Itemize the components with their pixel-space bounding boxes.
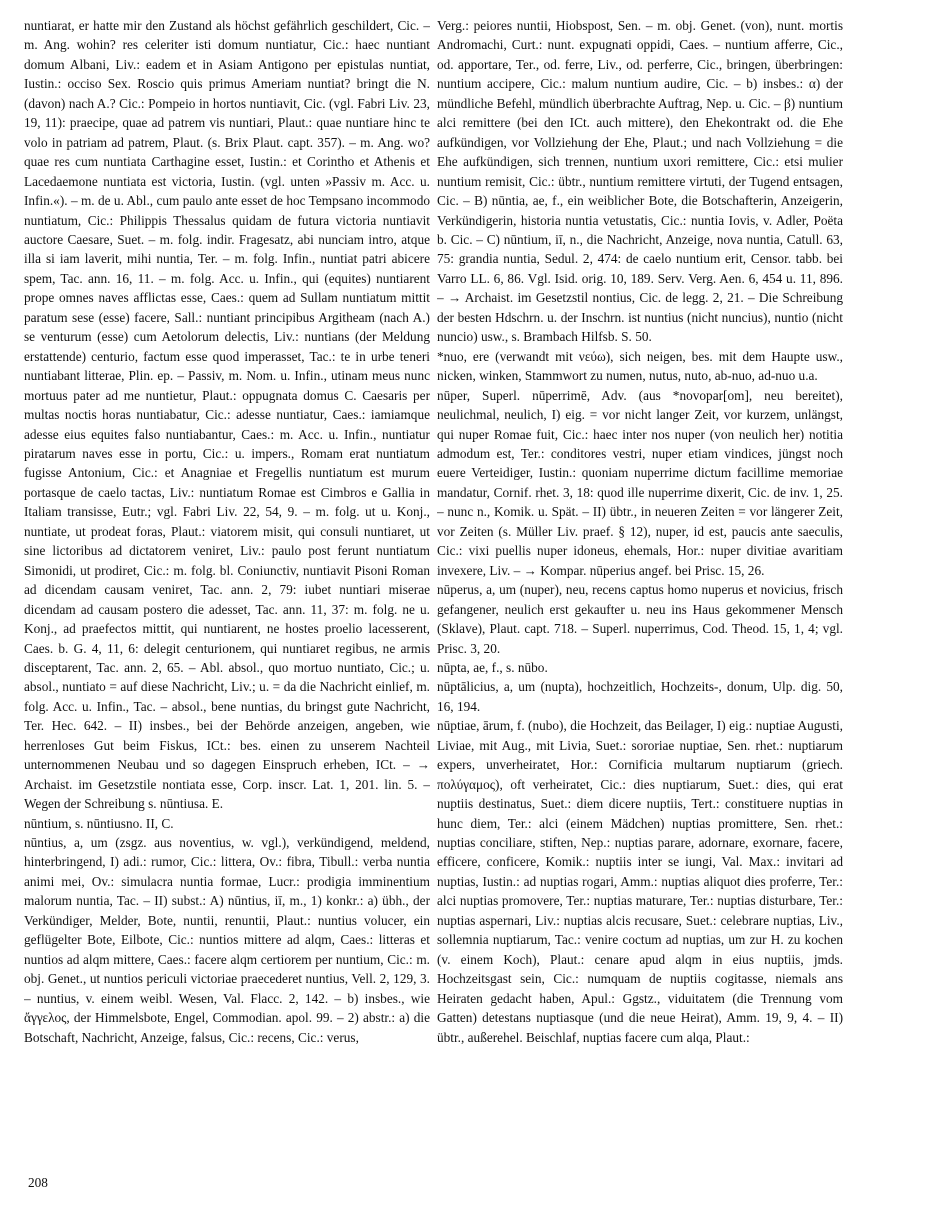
entry-nupta: nūpta, ae, f., s. nūbo. (437, 659, 548, 675)
page-number: 208 (28, 1175, 48, 1190)
left-column (24, 16, 430, 1168)
entry-nuo: *nuo, ere (verwandt mit νεύω), sich neigen, bes. mit dem Haupte usw., nicken, winken, Stammwort zu numen, nutus, nuto, ab-nuo, ad-nuo u.a. (437, 348, 843, 384)
entry-nuper: nūper, Superl. nūperrimē, Adv. (aus *novopar[om], neu bereitet), neulichmal, neulich, I) eig. = vor nicht langer Zeit, vor kurzem, unlängst, qui nuper Romae fuit, Cic.: haec inter nos nuper (von neulich her) notitia admodum est, Ter.: conditores vestri, nuper etiam vindices, jüngst noch euere Verteidiger, Iustin.: quoniam nuperrime dictum facillime memoriae mandatur, Cornif. rhet. 3, 18: quod ille nuperrime dixerit, Cic. de inv. 1, 25. – nunc n., Komik. u. Spät. – II) übtr., in neueren Zeiten = vor längerer Zeit, vor Zeiten (s. Müller Liv. praef. § 12), nuper, id est, paucis ante saeculis, Cic.: vixi puellis nuper idoneus, ehemals, Hor.: nuper divitiae avaritiam invexere, Liv. – → Kompar. nūperius angef. bei Prisc. 15, 26. (437, 387, 843, 578)
right-column (437, 16, 843, 1168)
entry-nuperus: nūperus, a, um (nuper), neu, recens captus homo nuperus et novicius, frisch gefangener, neulich erst gekaufter u. neu ins Haus gekommener Mensch (Sklave), Plaut. capt. 718. – Superl. nuperrimus, Cod. Theod. 15, 1, 4; vgl. Prisc. 3, 20. (437, 582, 843, 656)
entry-nuptiae: nūptiae, ārum, f. (nubo), die Hochzeit, das Beilager, I) eig.: nuptiae Augusti, Liviae, mit Aug., mit Livia, Suet.: sororiae nuptiae, Sen. rhet.: nuptiarum expers, unverheiratet, Hor.: Cornificia multarum nuptiarum (griech. πολύγαμος), oft verheiratet, Cic.: dies nuptiarum, Suet.: dies, qui erat nuptiis destinatus, Suet.: diem dicere nuptiis, Tert.: constituere nuptias in hunc diem, Ter.: alci (einem Mädchen) nuptias promittere, Sen. rhet.: nuptias conciliare, stiften, Nep.: nuptias parare, adornare, exornare, facere, efficere, conficere, Komik.: nuptiis inter se iungi, Val. Max.: invitari ad nuptias, Iustin.: ad nuptias rogari, Amm.: nuptias aliquot dies proferre, Ter.: alci nuptias promovere, Ter.: nuptias maturare, Ter.: nuptias disturbare, Ter.: nuptias aspernari, Liv.: nuptias alcis recusare, Suet.: celebrare nuptias, Liv., sollemnia nuptiarum, Tac.: venire coctum ad nuptias, um zur H. zu kochen (v. einem Koch), Plaut.: cenare apud alqm in eius nuptiis, jmds. Hochzeitsgast sein, Cic.: numquam de nuptiis cogitasse, niemals ans Heiraten gedacht haben, Apul.: Ggstz., viduitatem (die Trennung vom Gatten) detestans nuptiasque (und die neue Heirat), Amm. 19, 9, 4. – II) übtr., außerehel. Beischlaf, nuptias facere cum alqa, Plaut.: (437, 718, 843, 1045)
entry-nuntius: nūntius, a, um (zsgz. aus noventius, w. vgl.), verkündigend, meldend, hinterbringend, I) adi.: rumor, Cic.: littera, Ov.: fibra, Tibull.: verba nuntia animi mei, Ov.: simulacra nuntia formae, Lucr.: prodigia imminentium malorum nuntia, Tac. – II) subst.: A) nūntius, iī, m., 1) konkr.: a) übh., der Verkündiger, Melder, Bote, nuntii, renuntii, Plaut.: nuntius volucer, ein geflügelter Bote, Eilbote, Cic.: nuntios mittere ad alqm, Caes.: litteras et nuntios ad alqm mittere, Caes.: facere alqm certiorem per nuntium, Cic.: m. obj. Genet., ut nuntios periculi victoriae praecederet nuntius, Vell. 2, 129, 3. – nuntius, v. einem weibl. Wesen, Val. Flacc. 2, 142. – b) insbes., wie ἄγγελος, der Himmelsbote, Engel, Commodian. apol. 99. – 2) abstr.: a) die Botschaft, Nachricht, Anzeige, falsus, Cic.: recens, Cic.: verus, (24, 835, 430, 1045)
entry-nuntio-continued: nuntiarat, er hatte mir den Zustand als höchst gefährlich geschildert, Cic. – m. Ang. wohin? res celeriter isti domum nuntiatur, Cic.: haec nuntiant domum Albani, Liv.: eadem et in Asiam Antigono per epistulas nuntiat, Iustin.: occiso Sex. Roscio quis primus Ameriam nuntiat? bringt die N. (davon) nach A.? Cic.: Pompeio in hortos nuntiavit, Cic. (vgl. Fabri Liv. 23, 19, 11): praecipe, quae ad patrem vis nuntiari, Plaut.: quae nuntiare hinc te volo in patriam ad patrem, Plaut. (s. Brix Plaut. capt. 357). – m. Ang. wo? quae res cum nuntiata Carthagine esset, Iustin.: et Corintho et Athenis et Lacedaemone nuntiata est victoria, Iustin. (vgl. unten »Passiv m. Acc. u. Infin.«). – m. de u. Abl., cum paulo ante esset de hoc Tempsano incommodo nuntiatum, Cic.: Philippis Thessalus quidam de futura victoria nuntiavit auctore Caesare, Suet. – m. folg. indir. Fragesatz, abi nunciam intro, atque illa si iam laverit, mihi nuntia, Ter. – m. folg. Infin., nuntiat patri abicere spem, Tac. ann. 16, 11. – m. folg. Acc. u. Infin., qui (equites) nuntiarent prope omnes naves afflictas esse, Caes.: quem ad Sullam nuntiatum mittit paratum sese (esse) facere, Sall.: nuntiant principibus Argitheam (nach A.) se venturum (esse) cum Aetolorum delectis, Liv.: nuntians (der Meldung erstattende) centurio, factum esse quod imperasset, Tac.: te in urbe teneri nuntiabant litterae, Plin. ep. – Passiv, m. Nom. u. Infin., utinam meus nunc mortuus pater ad me nuntietur, Plaut.: oppugnata domus C. Caesaris per multas noctis horas nuntiabatur, Cic.: adesse nuntiatur, Caes.: iamiamque adesse eius equites falso nuntiabantur, Caes.: m. Acc. u. Infin., nuntiatur piratarum naves esse in portu, Cic.: u. impers., Romam erat nuntiatum fugisse Antonium, Cic.: et Anagniae et Fregellis nuntiatum est murum portasque de caelo tactas, Liv.: nuntiatum Romae est Cimbros e Gallia in Italiam transisse, Eutr.; vgl. Fabri Liv. 22, 54, 9. – m. folg. ut u. Konj., nuntiate, ut prodeat foras, Plaut.: viatorem misit, qui consuli nuntiaret, ut sine lictoribus ad dictatorem veniret, Liv.: paulo post ferunt nuntiatum Simonidi, ut prodiret, Cic.: m. folg. bl. Coniunctiv, nuntiavit Pisoni Roman ad dicendam causam veniret, Tac. ann. 2, 79: iubet nuntiari miserae dicendam ad causam postero die adesset, Tac. ann. 11, 37: m. folg. ne u. Konj., ad praefectos mittit, qui nuntiarent, ne hostes proelio lacesserent, Caes. b. G. 4, 11, 6: delegit centurionem, qui nuntiaret regibus, ne armis disceptarent, Tac. ann. 2, 65. – Abl. absol., quo mortuo nuntiato, Cic.; u. absol., nuntiato = auf diese Nachricht, Liv.; u. = da die Nachricht einlief, m. folg. Acc. u. Infin., Tac. – absol., bene nuntias, du bringst gute Nachricht, Ter. Hec. 642. – II) insbes., bei der Behörde anzeigen, angeben, wie herrenloses Gut beim Fiskus, ICt.: bes. einen zu unserem Nachteil unternommenen Neubau und so dagegen Einspruch erheben, ICt. – → Archaist. im Gesetzstile nontiata esse, Corp. inscr. Lat. 1, 201. lin. 5. – Wegen der Schreibung s. nūntiusa. E. (24, 18, 430, 812)
entry-nuntium-reference: nūntium, s. nūntiusno. II, C. (24, 815, 174, 831)
entry-nuntius-continued: Verg.: peiores nuntii, Hiobspost, Sen. – m. obj. Genet. (von), nunt. mortis Andromachi, Curt.: nunt. expugnati oppidi, Caes. – nuntium afferre, Cic., od. apportare, Ter., od. ferre, Liv., od. perferre, Cic., bringen, überbringen: nuntium accipere, Cic.: malum nuntium audire, Cic. – b) insbes.: α) der mündliche Befehl, mündlich überbrachte Auftrag, Nep. u. Cic. – β) nuntium alci remittere (bei den ICt. auch mittere), den Ehekontrakt od. die Ehe aufkündigen, vor Vollziehung der Ehe, Plaut.; und nach Vollziehung = die Ehe aufkündigen, sich trennen, nuntium uxori remittere, Cic.: etsi mulier nuntium remisit, Cic.: übtr., nuntium remittere virtuti, der Tugend entsagen, Cic. – B) nūntia, ae, f., ein weiblicher Bote, die Botschafterin, Anzeigerin, Verkündigerin, historia nuntia vetustatis, Cic.: nuntia Iovis, v. Adler, Poëta b. Cic. – C) nūntium, iī, n., die Nachricht, Anzeige, nova nuntia, Catull. 63, 75: grandia nuntia, Sedul. 2, 474: de caelo nuntium erit, Censor. tabb. bei Varro LL. 6, 86. Vgl. Isid. orig. 10, 189. Serv. Verg. Aen. 6, 454 u. 11, 896. – → Archaist. im Gesetzstil nontius, Cic. de legg. 2, 21. – Die Schreibung der besten Hdschrn. u. der Inschrn. ist nuntius (nicht nuncius), nuntio (nicht nuncio) usw., s. Brambach Hilfsb. S. 50. (437, 18, 843, 345)
dictionary-page (24, 16, 910, 1166)
entry-nuptalicius: nūptālicius, a, um (nupta), hochzeitlich, Hochzeits-, donum, Ulp. dig. 50, 16, 194. (437, 679, 843, 714)
